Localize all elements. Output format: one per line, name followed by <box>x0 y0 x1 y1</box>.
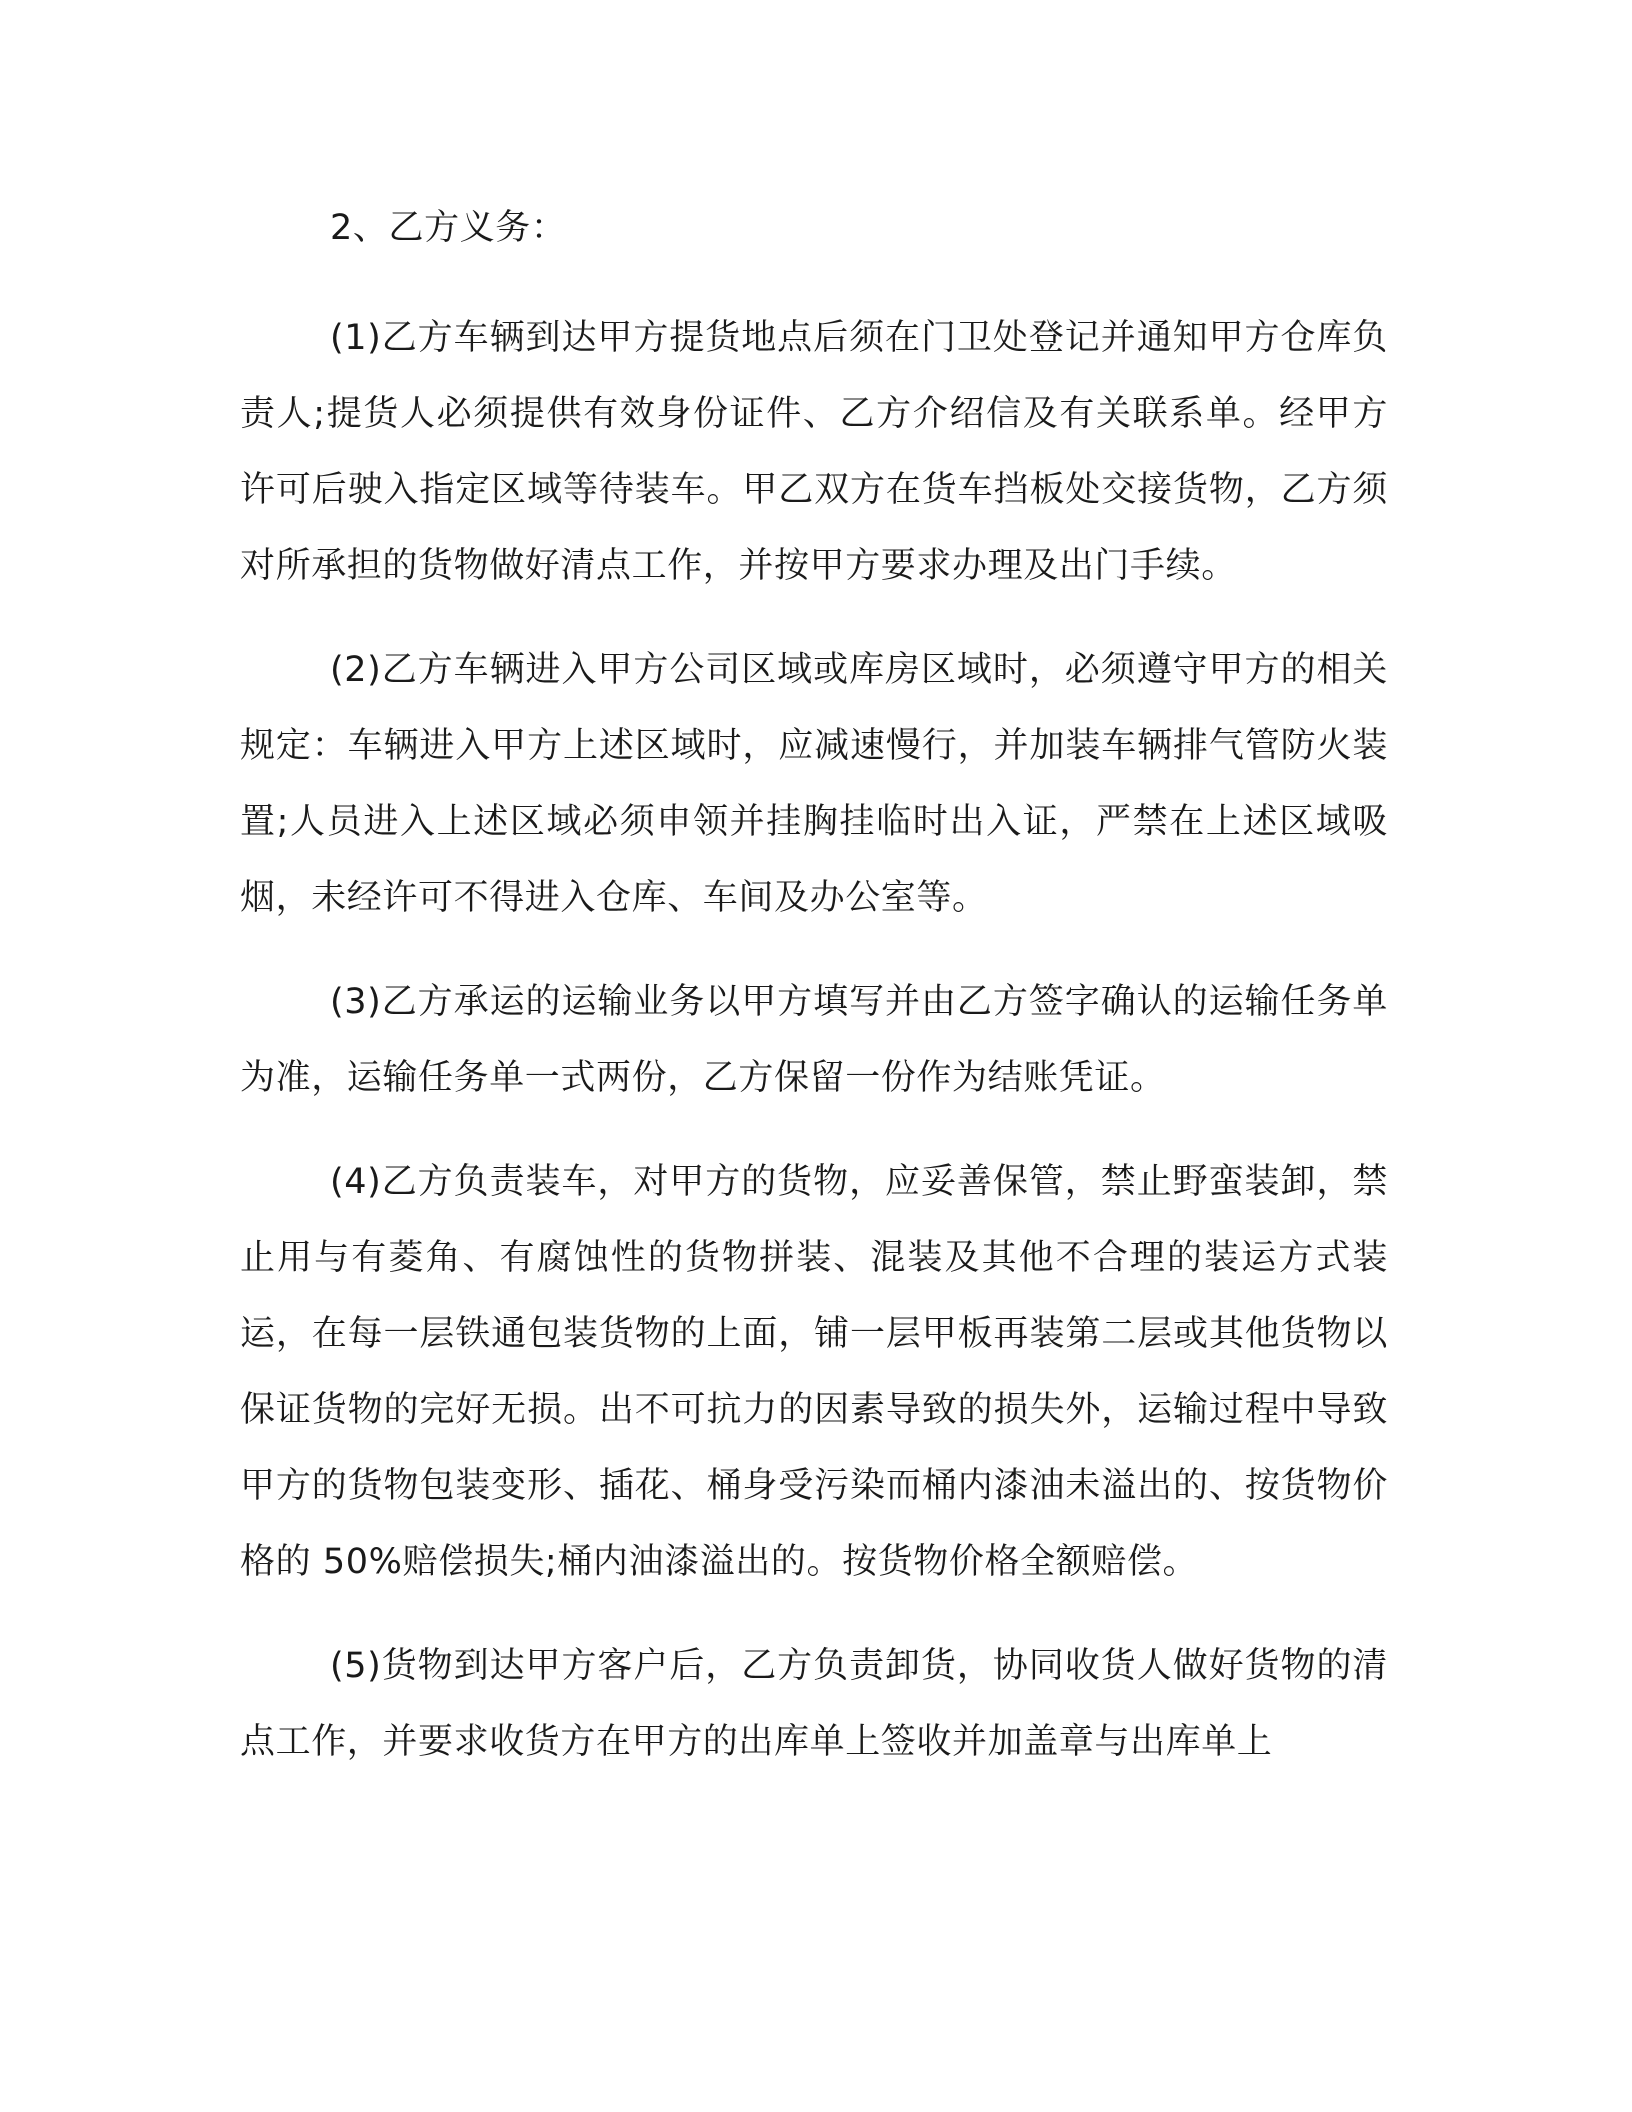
paragraph-5: (5)货物到达甲方客户后，乙方负责卸货，协同收货人做好货物的清点工作，并要求收货方在甲方的出库单上签收并加盖章与出库单上 <box>240 1646 1388 1762</box>
document-body <box>240 190 1388 1808</box>
paragraph-4: (4)乙方负责装车，对甲方的货物，应妥善保管，禁止野蛮装卸，禁止用与有菱角、有腐蚀性的货物拼装、混装及其他不合理的装运方式装运，在每一层铁通包装货物的上面，铺一层甲板再装第二层或其他货物以保证货物的完好无损。出不可抗力的因素导致的损失外，运输过程中导致甲方的货物包装变形、插花、桶身受污染而桶内漆油未溢出的、按货物价格的 50%赔偿损失;桶内油漆溢出的。按货物价格全额赔偿。 <box>240 1162 1388 1582</box>
paragraph-2: (2)乙方车辆进入甲方公司区域或库房区域时，必须遵守甲方的相关规定：车辆进入甲方上述区域时，应减速慢行，并加装车辆排气管防火装置;人员进入上述区域必须申领并挂胸挂临时出入证，严禁在上述区域吸烟，未经许可不得进入仓库、车间及办公室等。 <box>240 650 1388 918</box>
paragraph-3: (3)乙方承运的运输业务以甲方填写并由乙方签字确认的运输任务单为准，运输任务单一式两份，乙方保留一份作为结账凭证。 <box>240 982 1388 1098</box>
section-heading: 2、乙方义务： <box>330 208 567 248</box>
paragraph-1: (1)乙方车辆到达甲方提货地点后须在门卫处登记并通知甲方仓库负责人;提货人必须提供有效身份证件、乙方介绍信及有关联系单。经甲方许可后驶入指定区域等待装车。甲乙双方在货车挡板处交接货物，乙方须对所承担的货物做好清点工作，并按甲方要求办理及出门手续。 <box>240 318 1388 586</box>
